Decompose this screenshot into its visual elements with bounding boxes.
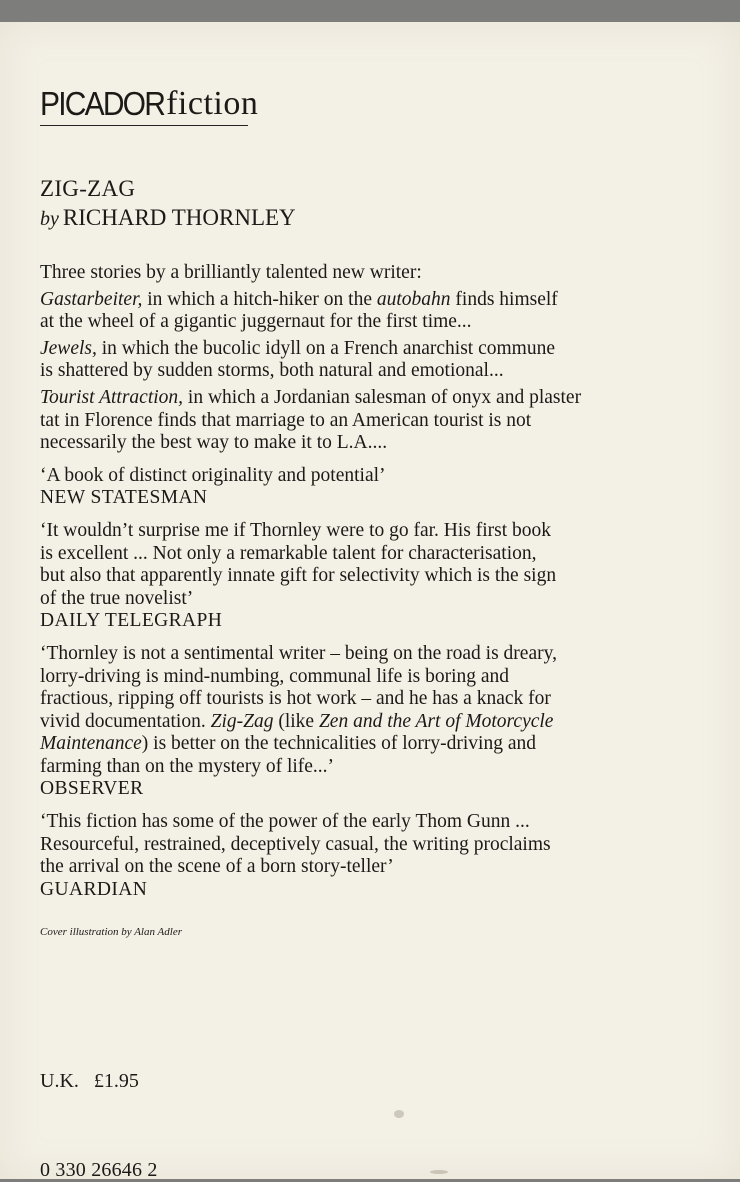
story-3-line-3: necessarily the best way to make it to L.A....: [40, 432, 388, 454]
story-3-line-2: tat in Florence finds that marriage to an American tourist is not: [40, 409, 532, 431]
story-2-line-1: Jewels, in which the bucolic idyll on a French anarchist commune: [40, 337, 555, 359]
cover-credit: Cover illustration by Alan Adler: [40, 926, 182, 938]
paper-mark: [430, 1170, 448, 1174]
review-2-line-3: but also that apparently innate gift for selectivity which is the sign: [40, 565, 557, 587]
review-4-source: GUARDIAN: [40, 878, 148, 900]
story-2-title: Jewels,: [40, 337, 97, 359]
price-amount: £1.95: [93, 1070, 139, 1092]
book-title: ZIG-ZAG: [40, 176, 136, 201]
review-2-line-1: ‘It wouldn’t surprise me if Thornley were to go far. His first book: [40, 519, 552, 541]
story-1-line-2: at the wheel of a gigantic juggernaut for the first time...: [40, 311, 472, 333]
paper-mark: [394, 1110, 404, 1118]
price-region: U.K.: [40, 1070, 79, 1092]
publisher-logo: [40, 84, 258, 125]
isbn-number: 0 330 26646 2: [40, 1159, 158, 1181]
review-1-line-1: ‘A book of distinct originality and potential’: [40, 464, 386, 486]
story-3-line-1: Tourist Attraction, in which a Jordanian salesman of onyx and plaster: [40, 386, 582, 408]
review-2-line-4: of the true novelist’: [40, 587, 194, 609]
review-2-line-2: is excellent ... Not only a remarkable talent for characterisation,: [40, 542, 537, 564]
review-3-line-6: farming than on the mystery of life...’: [40, 755, 335, 777]
back-cover: [0, 22, 740, 1179]
by-label: by: [40, 208, 59, 230]
review-4-line-3: the arrival on the scene of a born story-teller’: [40, 856, 394, 878]
review-3-line-3: fractious, ripping off tourists is hot work – and he has a knack for: [40, 688, 551, 710]
review-3-line-4: vivid documentation. Zig-Zag (like Zen and the Art of Motorcycle: [40, 710, 554, 732]
review-4-line-2: Resourceful, restrained, deceptively casual, the writing proclaims: [40, 833, 551, 855]
review-4-line-1: ‘This fiction has some of the power of the early Thom Gunn ...: [40, 811, 530, 833]
review-3-source: OBSERVER: [40, 778, 144, 800]
review-2-source: DAILY TELEGRAPH: [40, 610, 223, 632]
blurb-body: [40, 262, 680, 901]
review-1-source: NEW STATESMAN: [40, 487, 208, 509]
book-author-line: [40, 205, 296, 232]
logo-underline: [40, 125, 248, 126]
story-3-title: Tourist Attraction,: [40, 386, 184, 408]
review-3-line-5: Maintenance) is better on the technicalities of lorry-driving and: [40, 733, 537, 755]
review-3-line-1: ‘Thornley is not a sentimental writer – being on the road is dreary,: [40, 642, 557, 664]
author-name: RICHARD THORNLEY: [62, 205, 296, 230]
price-line: [40, 1070, 139, 1093]
story-1-line-1: Gastarbeiter, in which a hitch-hiker on the autobahn finds himself: [40, 288, 558, 310]
review-3-line-2: lorry-driving is mind-numbing, communal life is boring and: [40, 665, 510, 687]
publisher-name: PICADOR: [40, 85, 165, 123]
story-1-title: Gastarbeiter,: [40, 288, 143, 310]
blurb-intro: Three stories by a brilliantly talented new writer:: [40, 262, 422, 283]
story-2-line-2: is shattered by sudden storms, both natural and emotional...: [40, 360, 504, 382]
imprint-name: fiction: [166, 85, 259, 122]
